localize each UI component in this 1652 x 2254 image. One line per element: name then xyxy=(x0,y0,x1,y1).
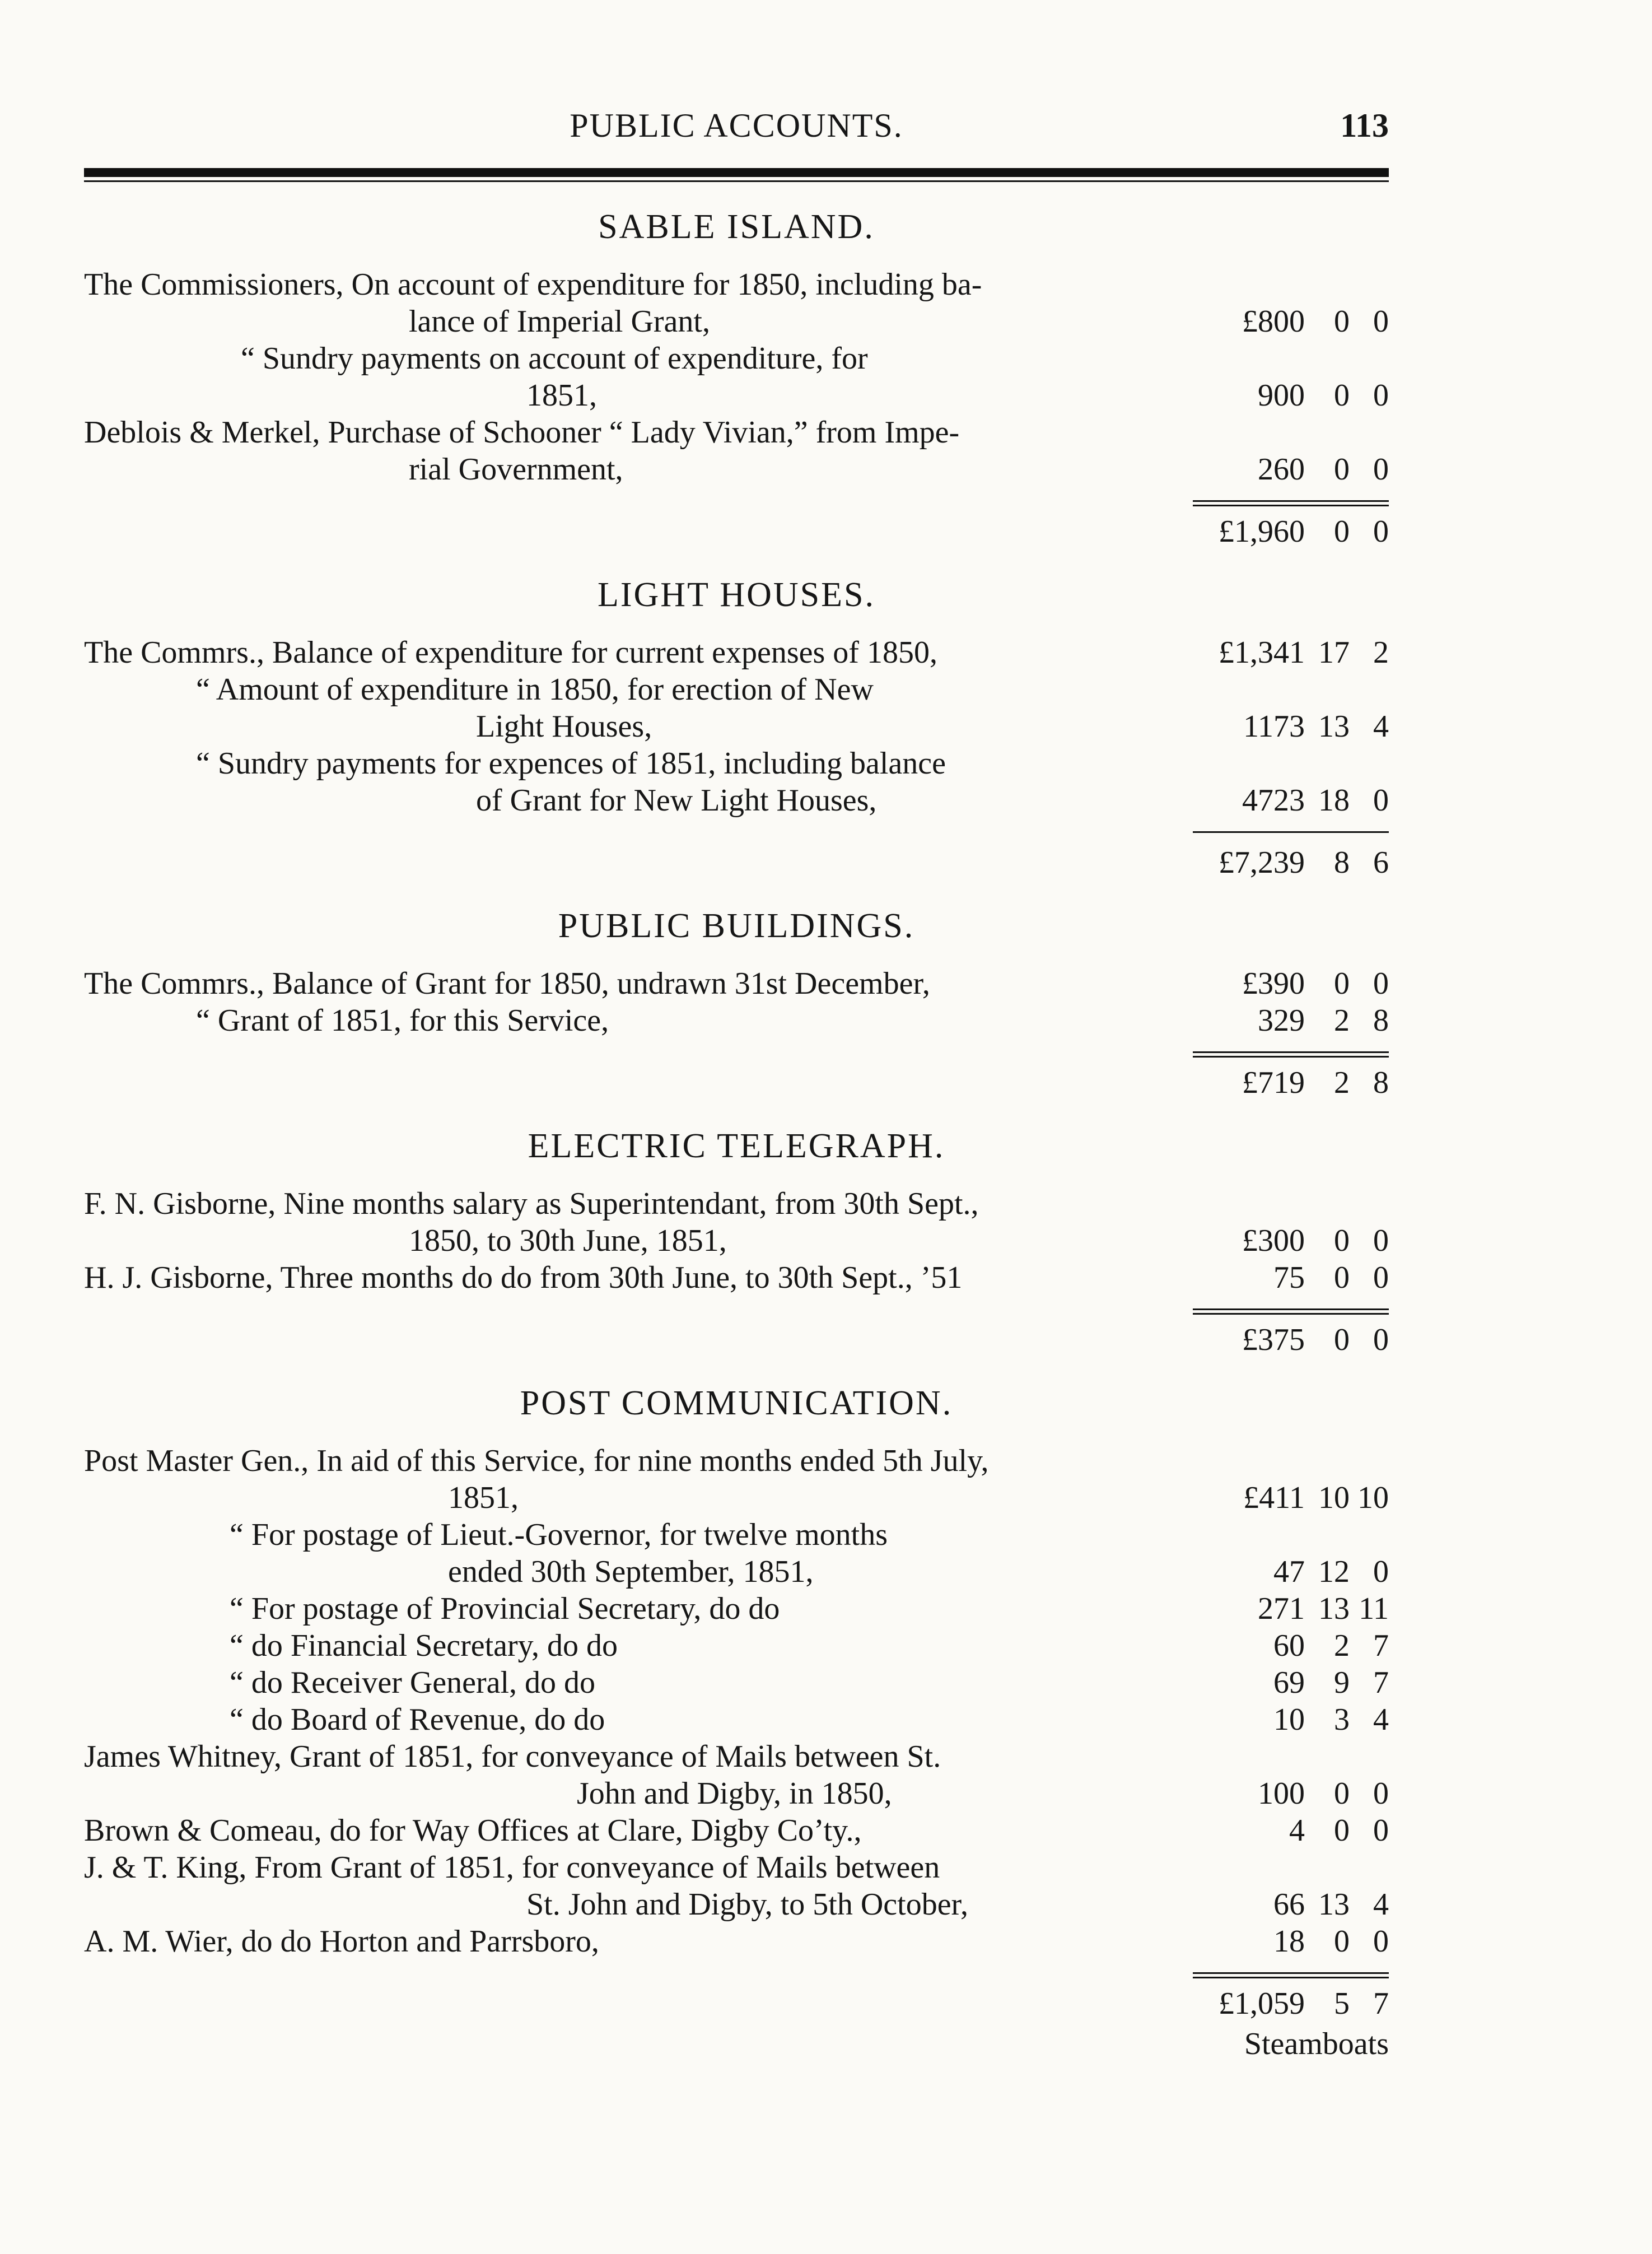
pounds-value: 69 xyxy=(1273,1665,1305,1700)
ledger-entry xyxy=(84,1185,1389,1259)
total-pounds: £719 xyxy=(1242,1065,1305,1100)
entry-line: “ do Receiver General, do do xyxy=(230,1665,596,1700)
entry-line: 1850, to 30th June, 1851, xyxy=(409,1223,727,1258)
section-total xyxy=(84,844,1389,881)
total-pounds: £7,239 xyxy=(1219,845,1305,880)
pence-value: 10 xyxy=(1357,1480,1389,1515)
shillings-value: 13 xyxy=(1318,1591,1350,1626)
section-public-buildings xyxy=(84,898,1389,1101)
entry-line: James Whitney, Grant of 1851, for conveyance of Mails between St. xyxy=(84,1739,941,1774)
shillings-value: 0 xyxy=(1334,378,1350,413)
pounds-value: 100 xyxy=(1258,1776,1305,1811)
shillings-value: 2 xyxy=(1334,1628,1350,1663)
entry-amount xyxy=(1176,303,1389,340)
ledger-entry xyxy=(84,1738,1389,1812)
total-rule xyxy=(1193,1051,1389,1053)
total-pence: 8 xyxy=(1373,1065,1389,1100)
entry-line: ended 30th September, 1851, xyxy=(448,1554,814,1589)
ledger-entry xyxy=(84,1002,1389,1039)
pence-value: 7 xyxy=(1373,1665,1389,1700)
section-heading: PUBLIC BUILDINGS. xyxy=(558,907,915,945)
entry-line: “ do Board of Revenue, do do xyxy=(230,1702,605,1737)
pounds-value: 900 xyxy=(1258,378,1305,413)
entry-line: rial Government, xyxy=(409,452,623,487)
total-pence: 7 xyxy=(1373,1986,1389,2021)
pounds-value: £411 xyxy=(1243,1480,1305,1515)
pounds-value: 271 xyxy=(1258,1591,1305,1626)
entry-amount xyxy=(1176,708,1389,745)
pounds-value: 1173 xyxy=(1243,709,1305,744)
pence-value: 0 xyxy=(1373,452,1389,487)
total-shillings: 0 xyxy=(1334,1322,1350,1357)
section-heading: SABLE ISLAND. xyxy=(598,208,875,246)
ledger-entry xyxy=(84,1664,1389,1701)
pounds-value: 10 xyxy=(1273,1702,1305,1737)
section-post-communication xyxy=(84,1375,1389,2062)
section-light-houses xyxy=(84,567,1389,881)
pence-value: 0 xyxy=(1373,1260,1389,1295)
entry-amount xyxy=(1176,1590,1389,1627)
entry-line: John and Digby, in 1850, xyxy=(577,1776,892,1811)
entry-line: “ For postage of Provincial Secretary, do do xyxy=(230,1591,780,1626)
entry-amount xyxy=(1176,1664,1389,1701)
entry-amount xyxy=(1176,965,1389,1002)
entry-line: Post Master Gen., In aid of this Service, for nine months ended 5th July, xyxy=(84,1443,989,1478)
pence-value: 4 xyxy=(1373,709,1389,744)
entry-amount xyxy=(1176,1627,1389,1664)
section-heading: ELECTRIC TELEGRAPH. xyxy=(528,1127,945,1165)
total-pence: 6 xyxy=(1373,845,1389,880)
pounds-value: 260 xyxy=(1258,452,1305,487)
total-rule xyxy=(1193,1308,1389,1310)
total-shillings: 8 xyxy=(1334,845,1350,880)
pence-value: 0 xyxy=(1373,1776,1389,1811)
entry-line: The Commrs., Balance of Grant for 1850, undrawn 31st December, xyxy=(84,966,930,1001)
ledger-entry xyxy=(84,340,1389,414)
shillings-value: 13 xyxy=(1318,709,1350,744)
entry-line: H. J. Gisborne, Three months do do from 30th June, to 30th Sept., ’51 xyxy=(84,1260,963,1295)
pounds-value: 66 xyxy=(1273,1887,1305,1922)
total-pounds: £1,960 xyxy=(1219,514,1305,549)
pounds-value: 75 xyxy=(1273,1260,1305,1295)
entry-line: “ For postage of Lieut.-Governor, for twelve months xyxy=(230,1517,888,1552)
shillings-value: 0 xyxy=(1334,1223,1350,1258)
ledger-entry xyxy=(84,1627,1389,1664)
pence-value: 0 xyxy=(1373,304,1389,339)
pounds-value: £300 xyxy=(1242,1223,1305,1258)
pence-value: 0 xyxy=(1373,783,1389,818)
entry-amount xyxy=(1176,1886,1389,1923)
entry-line: “ Amount of expenditure in 1850, for erection of New xyxy=(196,672,874,707)
shillings-value: 18 xyxy=(1318,783,1350,818)
entry-line: “ do Financial Secretary, do do xyxy=(230,1628,618,1663)
section-electric-telegraph xyxy=(84,1118,1389,1358)
ledger-entry xyxy=(84,1701,1389,1738)
total-rule xyxy=(1193,831,1389,833)
ledger-entry xyxy=(84,1923,1389,1960)
ledger-entry xyxy=(84,1590,1389,1627)
shillings-value: 0 xyxy=(1334,966,1350,1001)
shillings-value: 0 xyxy=(1334,1260,1350,1295)
entry-amount xyxy=(1176,782,1389,819)
section-total xyxy=(84,1064,1389,1101)
total-rule xyxy=(1193,500,1389,502)
pence-value: 2 xyxy=(1373,635,1389,670)
page-title: PUBLIC ACCOUNTS. xyxy=(570,107,903,144)
total-pounds: £375 xyxy=(1242,1322,1305,1357)
pence-value: 0 xyxy=(1373,378,1389,413)
shillings-value: 9 xyxy=(1334,1665,1350,1700)
shillings-value: 0 xyxy=(1334,304,1350,339)
pence-value: 0 xyxy=(1373,1554,1389,1589)
shillings-value: 0 xyxy=(1334,1776,1350,1811)
entry-amount xyxy=(1176,377,1389,414)
entry-line: F. N. Gisborne, Nine months salary as Superintendant, from 30th Sept., xyxy=(84,1186,979,1221)
shillings-value: 0 xyxy=(1334,1924,1350,1959)
entry-amount xyxy=(1176,1812,1389,1849)
entry-line: 1851, xyxy=(526,378,597,413)
entry-amount xyxy=(1176,451,1389,488)
entry-line: Brown & Comeau, do for Way Offices at Clare, Digby Co’ty., xyxy=(84,1813,862,1848)
entry-line: “ Sundry payments on account of expenditure, for xyxy=(241,341,868,376)
shillings-value: 3 xyxy=(1334,1702,1350,1737)
entry-amount xyxy=(1176,1701,1389,1738)
pence-value: 0 xyxy=(1373,1924,1389,1959)
pounds-value: 4723 xyxy=(1242,783,1305,818)
pence-value: 4 xyxy=(1373,1887,1389,1922)
pounds-value: £1,341 xyxy=(1219,635,1305,670)
section-heading: POST COMMUNICATION. xyxy=(520,1384,953,1422)
entry-line: “ Sundry payments for expences of 1851, including balance xyxy=(196,746,946,781)
ledger-entry xyxy=(84,1516,1389,1590)
catchword: Steamboats xyxy=(1244,2027,1389,2061)
pence-value: 7 xyxy=(1373,1628,1389,1663)
entry-line: J. & T. King, From Grant of 1851, for conveyance of Mails between xyxy=(84,1850,940,1885)
entry-amount xyxy=(1176,634,1389,671)
running-head xyxy=(84,106,1389,157)
total-shillings: 0 xyxy=(1334,514,1350,549)
entry-line: of Grant for New Light Houses, xyxy=(476,783,877,818)
total-pounds: £1,059 xyxy=(1219,1986,1305,2021)
total-rule xyxy=(1193,1972,1389,1974)
shillings-value: 0 xyxy=(1334,1813,1350,1848)
shillings-value: 12 xyxy=(1318,1554,1350,1589)
ledger-entry xyxy=(84,414,1389,488)
entry-line: A. M. Wier, do do Horton and Parrsboro, xyxy=(84,1924,599,1959)
total-pence: 0 xyxy=(1373,514,1389,549)
ledger-entry xyxy=(84,965,1389,1002)
pence-value: 0 xyxy=(1373,1813,1389,1848)
section-sable-island xyxy=(84,199,1389,550)
entry-line: St. John and Digby, to 5th October, xyxy=(526,1887,968,1922)
shillings-value: 10 xyxy=(1318,1480,1350,1515)
pence-value: 0 xyxy=(1373,1223,1389,1258)
ledger-entry xyxy=(84,634,1389,671)
ledger-entry xyxy=(84,266,1389,340)
page-number: 113 xyxy=(1340,107,1389,144)
entry-amount xyxy=(1176,1479,1389,1516)
entry-line: lance of Imperial Grant, xyxy=(409,304,710,339)
total-shillings: 5 xyxy=(1334,1986,1350,2021)
entry-amount xyxy=(1176,1222,1389,1259)
ledger-entry xyxy=(84,1259,1389,1296)
header-rule-thin xyxy=(84,180,1389,182)
entry-amount xyxy=(1176,1002,1389,1039)
entry-amount xyxy=(1176,1923,1389,1960)
total-pence: 0 xyxy=(1373,1322,1389,1357)
entry-line: “ Grant of 1851, for this Service, xyxy=(196,1003,609,1038)
header-rule-thick xyxy=(84,168,1389,177)
ledger-entry xyxy=(84,671,1389,745)
shillings-value: 2 xyxy=(1334,1003,1350,1038)
shillings-value: 17 xyxy=(1318,635,1350,670)
accounts-content xyxy=(84,199,1389,2062)
entry-line: The Commissioners, On account of expenditure for 1850, including ba- xyxy=(84,267,982,302)
pounds-value: £800 xyxy=(1242,304,1305,339)
entry-amount xyxy=(1176,1775,1389,1812)
entry-amount xyxy=(1176,1553,1389,1590)
section-heading: LIGHT HOUSES. xyxy=(598,576,875,614)
pounds-value: 4 xyxy=(1289,1813,1305,1848)
section-total xyxy=(84,513,1389,550)
ledger-entry xyxy=(84,1849,1389,1923)
pounds-value: 329 xyxy=(1258,1003,1305,1038)
pounds-value: 60 xyxy=(1273,1628,1305,1663)
pounds-value: £390 xyxy=(1242,966,1305,1001)
total-shillings: 2 xyxy=(1334,1065,1350,1100)
pence-value: 0 xyxy=(1373,966,1389,1001)
pounds-value: 47 xyxy=(1273,1554,1305,1589)
entry-line: Light Houses, xyxy=(476,709,652,744)
pence-value: 8 xyxy=(1373,1003,1389,1038)
entry-amount xyxy=(1176,1259,1389,1296)
entry-line: The Commrs., Balance of expenditure for current expenses of 1850, xyxy=(84,635,937,670)
entry-line: Deblois & Merkel, Purchase of Schooner “ Lady Vivian,” from Impe- xyxy=(84,415,960,450)
section-total xyxy=(84,1985,1389,2022)
ledger-entry xyxy=(84,745,1389,819)
pence-value: 4 xyxy=(1373,1702,1389,1737)
pounds-value: 18 xyxy=(1273,1924,1305,1959)
shillings-value: 13 xyxy=(1318,1887,1350,1922)
ledger-entry xyxy=(84,1442,1389,1516)
entry-line: 1851, xyxy=(448,1480,519,1515)
pence-value: 11 xyxy=(1359,1591,1389,1626)
shillings-value: 0 xyxy=(1334,452,1350,487)
section-total xyxy=(84,1321,1389,1358)
ledger-entry xyxy=(84,1812,1389,1849)
